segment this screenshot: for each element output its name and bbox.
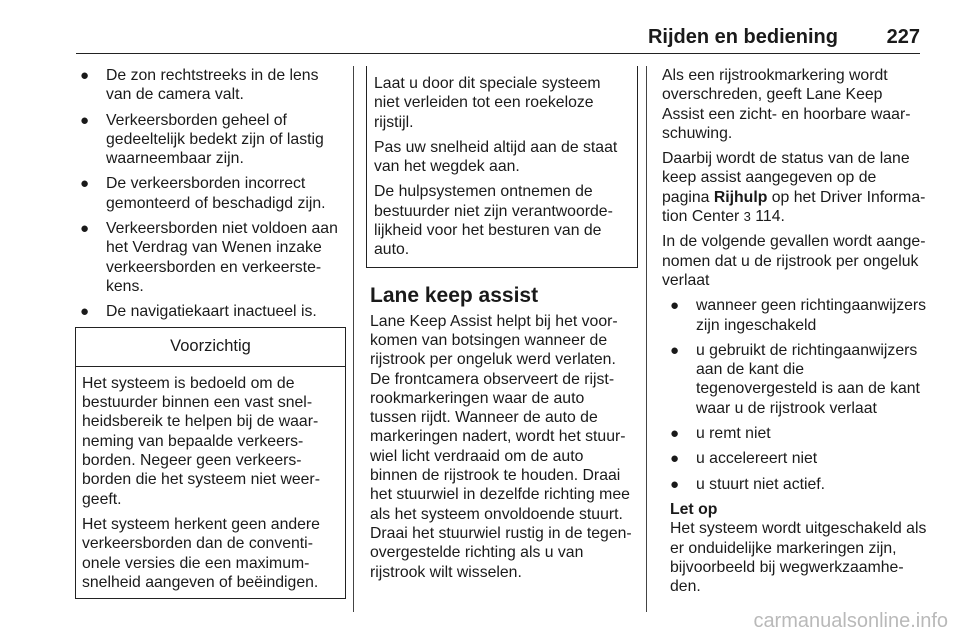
box-paragraph: Pas uw snelheid altijd aan de staat van het wegdek aan.	[374, 138, 618, 176]
criteria-list	[662, 296, 928, 494]
note-block	[662, 500, 928, 596]
bullet-icon: ●	[670, 297, 680, 315]
caution-title: Voorzichtig	[76, 328, 345, 367]
header-rule	[76, 53, 920, 54]
watermark: carmanualsonline.info	[753, 610, 948, 632]
column-2	[370, 66, 634, 582]
list-item: ● Verkeersborden niet voldoen aan het Verdrag van Wenen inzake verkeersborden en verkeerstekens.	[80, 220, 338, 295]
caution-paragraph: Het systeem is bedoeld om de bestuurder binnen een vast snelheidsbereik te helpen bij de waarneming van bepaalde verkeersborden. Negeer geen verkeersborden die het systeem niet weergeeft.	[82, 374, 320, 508]
list-item: ● wanneer geen richtingaanwijzers zijn ingeschakeld	[670, 297, 927, 334]
section-title: Rijden en bediening	[647, 26, 838, 48]
bullet-icon: ●	[80, 175, 90, 193]
column-divider-1	[353, 66, 354, 612]
body-paragraph: Als een rijstrookmarkering wordt overschreden, geeft Lane Keep Assist een zicht- en hoorbare waarschuwing.	[662, 67, 911, 142]
body-paragraph: Daarbij wordt de status van de lane keep assist aangegeven op de pagina Rijhulp op het Driver Information Center 3 114.	[662, 150, 926, 226]
page-header	[0, 26, 920, 52]
bullet-icon: ●	[80, 220, 90, 238]
section-heading: Lane keep assist	[370, 283, 539, 307]
list-item: ● u gebruikt de richtingaanwijzers aan de kant die tegenovergesteld is aan de kant waar u de rijstrook verlaat	[670, 341, 920, 417]
list-item: ● u accelereert niet	[670, 450, 818, 468]
bullet-icon: ●	[670, 475, 680, 493]
caution-body	[76, 367, 345, 598]
list-item: ● De zon rechtstreeks in de lens van de camera valt.	[80, 67, 319, 104]
list-item: ● De verkeersborden incorrect gemonteerd of beschadigd zijn.	[80, 175, 326, 212]
page-reference: 114.	[750, 208, 785, 226]
box-paragraph: De hulpsystemen ontnemen de bestuurder niet zijn verantwoordelijkheid voor het besturen van de auto.	[374, 183, 613, 259]
bullet-icon: ●	[80, 67, 90, 84]
body-paragraph: Lane Keep Assist helpt bij het voorkomen van botsingen wanneer de rijstrook per ongeluk werd verlaten. De frontcamera observeert de rijstrookmarkeringen waar de auto tussen rijdt. Wanneer de auto de markeringen nadert, wordt het stuurwiel licht verdraaid om de auto binnen de rijstrook te houden. Draai het stuurwiel in dezelfde richting mee als het systeem onvoldoende stuurt. Draai het stuurwiel rustig in de tegenovergestelde richting als u van rijstrook wilt wisselen.	[370, 312, 632, 581]
body-paragraph: In de volgende gevallen wordt aangenomen dat u de rijstrook per ongeluk verlaat	[662, 233, 926, 289]
column-3	[662, 66, 928, 596]
box-paragraph: Laat u door dit speciale systeem niet verleiden tot een roekeloze rijstijl.	[374, 75, 601, 131]
note-label: Let op	[670, 500, 718, 518]
menu-name: Rijhulp	[713, 188, 768, 206]
note-text: Het systeem wordt uitgeschakeld als er onduidelijke markeringen zijn, bijvoorbeeld bij wegwerkzaamheden.	[670, 520, 927, 596]
bullet-icon: ●	[670, 450, 680, 468]
bullet-icon: ●	[670, 341, 680, 359]
list-item: ● De navigatiekaart inactueel is.	[80, 303, 317, 321]
column-divider-2	[646, 66, 647, 612]
condition-list	[80, 66, 342, 322]
list-item: ● Verkeersborden geheel of gedeeltelijk bedekt zijn of lastig waarneembaar zijn.	[80, 111, 324, 168]
list-item: ● u stuurt niet actief.	[670, 475, 826, 493]
bullet-icon: ●	[670, 425, 680, 443]
page-reference-icon: 3	[743, 209, 751, 225]
caution-paragraph: Het systeem herkent geen andere verkeersborden dan de conventionele versies die een maximumsnelheid aangeven of beëindigen.	[82, 515, 320, 591]
list-item: ● u remt niet	[670, 425, 771, 443]
page-number: 227	[886, 26, 920, 48]
bullet-icon: ●	[80, 303, 90, 321]
caution-box	[75, 327, 346, 600]
caution-box-continued	[366, 66, 638, 268]
column-1	[80, 66, 342, 599]
bullet-icon: ●	[80, 111, 90, 129]
